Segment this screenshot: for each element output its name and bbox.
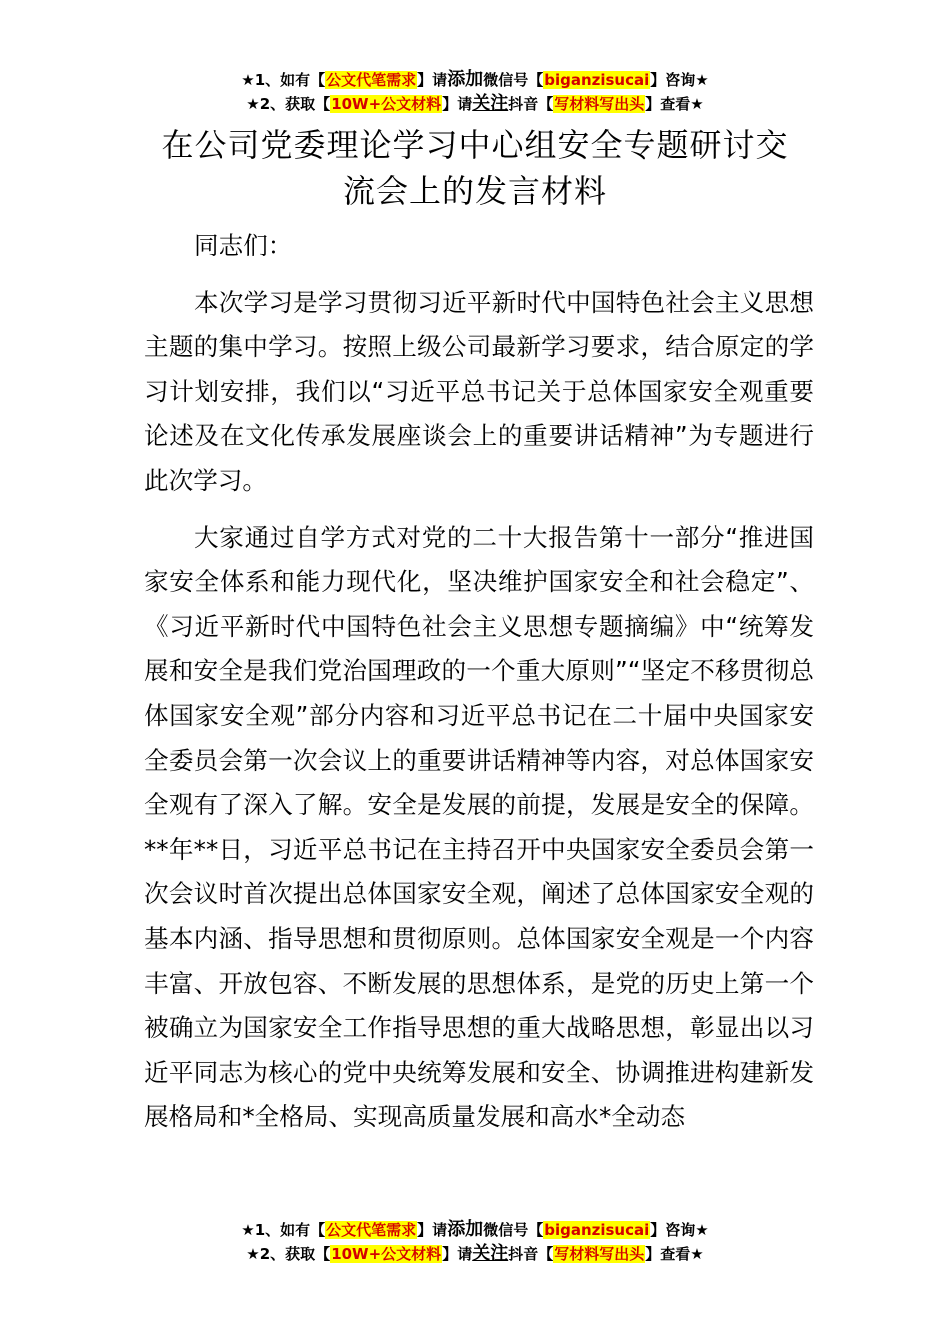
promo-header: [0, 68, 950, 116]
highlight-douyin: 写材料写出头: [554, 1245, 645, 1263]
promo-line-1: ★1、如有【公文代笔需求】请添加微信号【biganzisucai】咨询★: [241, 1219, 709, 1240]
highlight-service: 公文代笔需求: [326, 1221, 417, 1239]
salutation: 同志们：: [194, 231, 293, 260]
highlight-materials: 10W+公文材料: [331, 95, 442, 113]
paragraph: 大家通过自学方式对党的二十大报告第十一部分“推进国家安全体系和能力现代化，坚决维护国家安全和社会稳定”、《习近平新时代中国特色社会主义思想专题摘编》中“统筹发展和安全是我们党治国理政的一个重大原则”“坚定不移贯彻总体国家安全观”部分内容和习近平总书记在二十届中央国家安全委员会第一次会议上的重要讲话精神等内容，对总体国家安全观有了深入了解。安全是发展的前提，发展是安全的保障。**年**日，习近平总书记在主持召开中央国家安全委员会第一次会议时首次提出总体国家安全观，阐述了总体国家安全观的基本内涵、指导思想和贯彻原则。总体国家安全观是一个内容丰富、开放包容、不断发展的思想体系，是党的历史上第一个被确立为国家安全工作指导思想的重大战略思想，彰显出以习近平同志为核心的党中央统筹发展和安全、协调推进构建新发展格局和*全格局、实现高质量发展和高水*全动态: [144, 522, 814, 1132]
document-title: 在公司党委理论学习中心组安全专题研讨交 流会上的发言材料: [161, 126, 789, 210]
paragraph: 本次学习是学习贯彻习近平新时代中国特色社会主义思想主题的集中学习。按照上级公司最新学习要求，结合原定的学习计划安排，我们以“习近平总书记关于总体国家安全观重要论述及在文化传承发展座谈会上的重要讲话精神”为专题进行此次学习。: [144, 287, 814, 495]
highlight-materials: 10W+公文材料: [331, 1245, 442, 1263]
promo-footer: [0, 1218, 950, 1266]
highlight-service: 公文代笔需求: [326, 71, 417, 89]
highlight-wechat-id: biganzisucai: [544, 71, 650, 89]
promo-line-2: ★2、获取【10W+公文材料】请关注抖音【写材料写出头】查看★: [246, 93, 704, 114]
promo-line-2: ★2、获取【10W+公文材料】请关注抖音【写材料写出头】查看★: [246, 1243, 704, 1264]
highlight-wechat-id: biganzisucai: [544, 1221, 650, 1239]
promo-line-1: ★1、如有【公文代笔需求】请添加微信号【biganzisucai】咨询★: [241, 69, 709, 90]
highlight-douyin: 写材料写出头: [554, 95, 645, 113]
document-body: [144, 224, 814, 1152]
